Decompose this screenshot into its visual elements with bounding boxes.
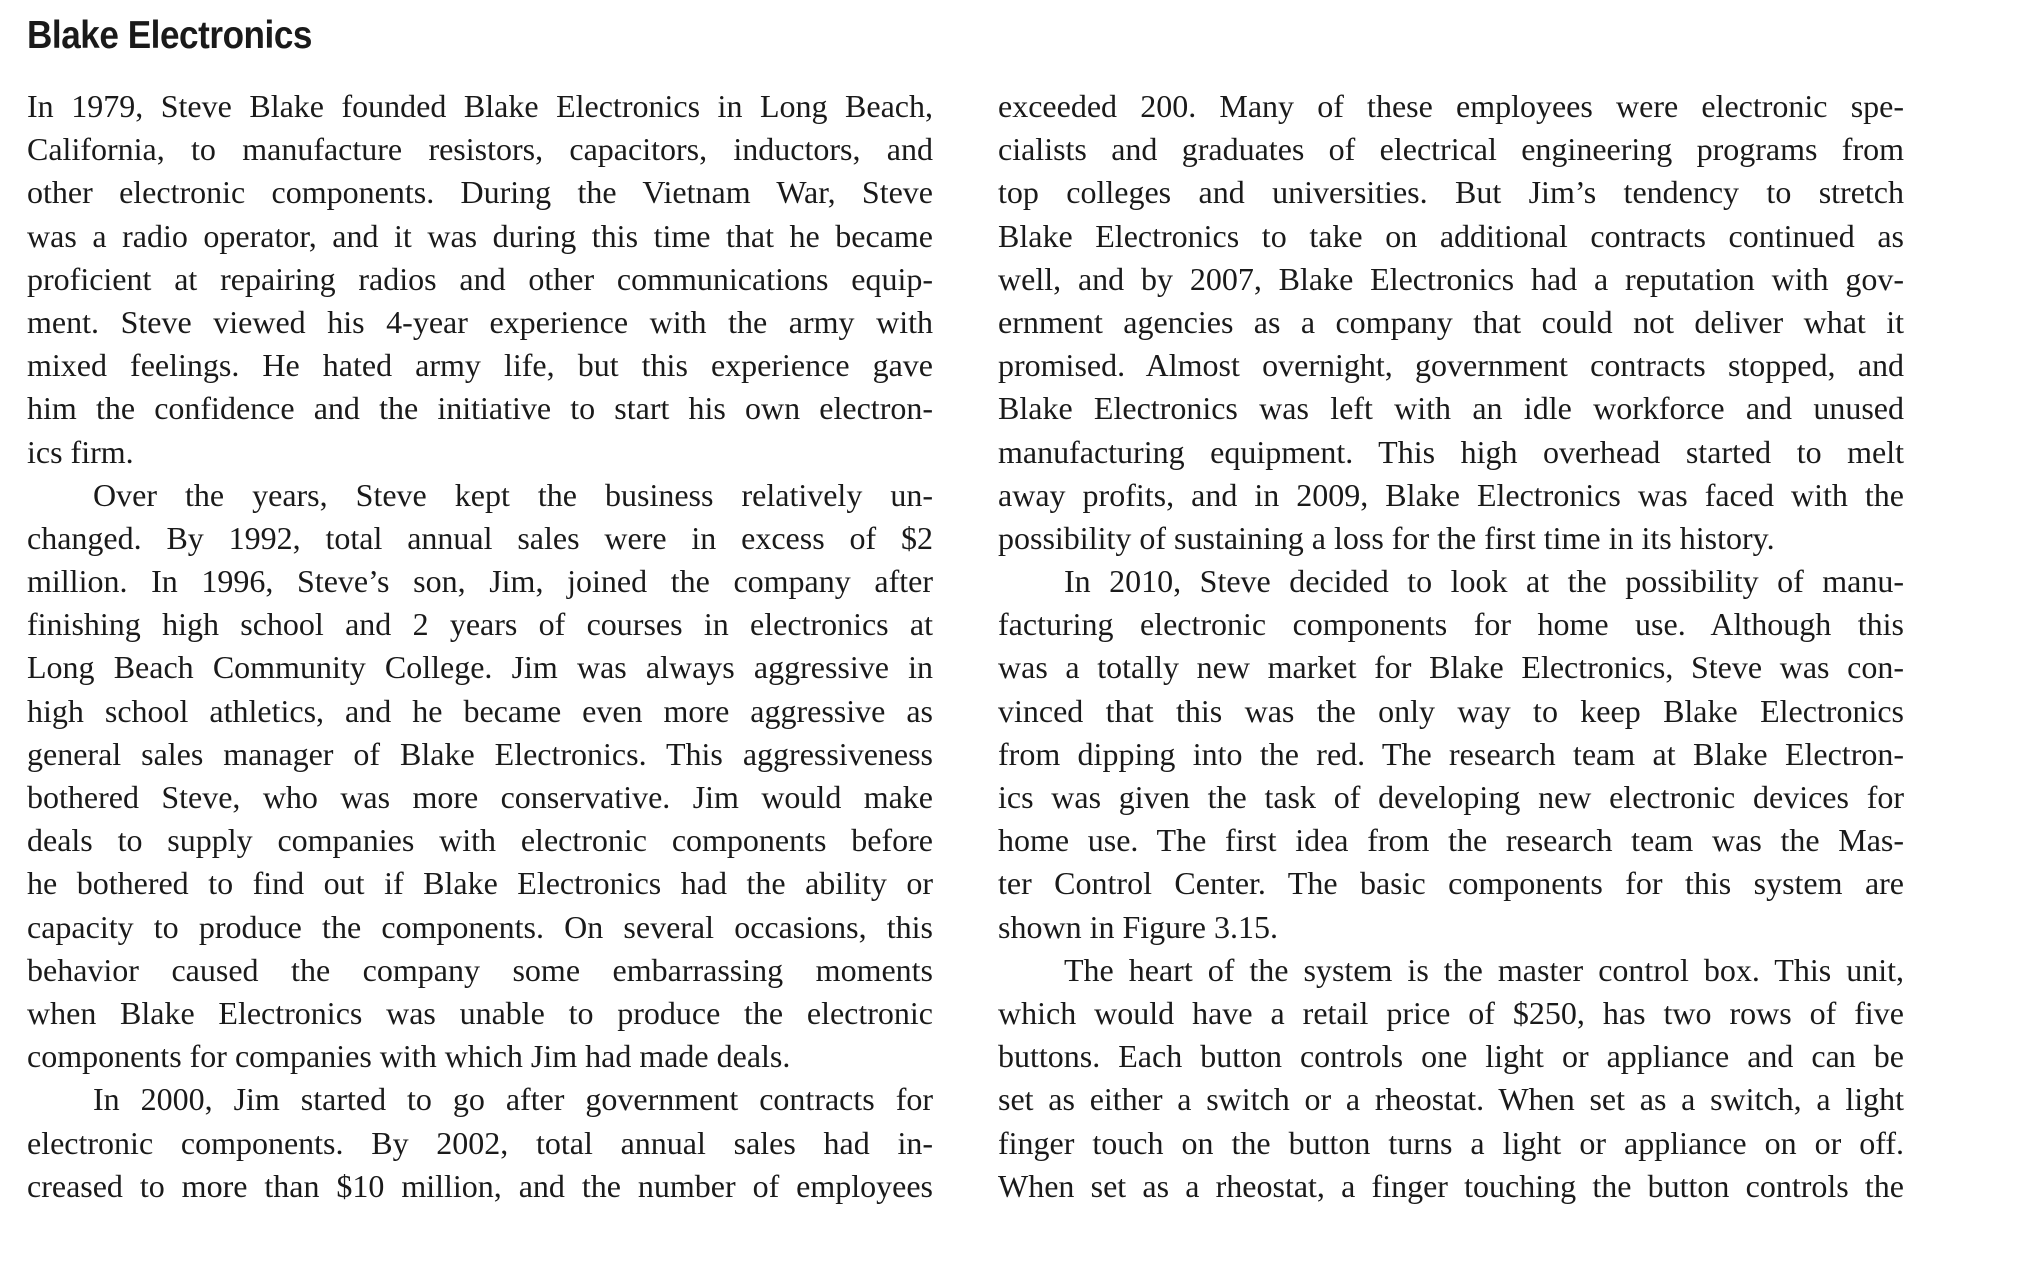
text-line: other electronic components. During the Vietnam War, Steve (27, 174, 933, 211)
text-line: vinced that this was the only way to keep Blake Electronics (998, 692, 1904, 729)
text-line: The heart of the system is the master control box. This unit, (1064, 951, 1904, 988)
text-line: him the confidence and the initiative to start his own electron- (27, 390, 933, 427)
text-line: proficient at repairing radios and other communications equip- (27, 260, 933, 297)
left-column (27, 85, 933, 1208)
text-line: possibility of sustaining a loss for the first time in its history. (998, 519, 1775, 556)
text-line: manufacturing equipment. This high overhead started to melt (998, 433, 1904, 470)
text-line: well, and by 2007, Blake Electronics had a reputation with gov- (998, 260, 1904, 297)
text-line: home use. The first idea from the research team was the Mas- (998, 822, 1904, 859)
text-line: was a totally new market for Blake Electronics, Steve was con- (998, 649, 1904, 686)
text-line: Long Beach Community College. Jim was always aggressive in (27, 649, 933, 686)
text-line: changed. By 1992, total annual sales were in excess of $2 (27, 519, 933, 556)
text-line: ics firm. (27, 433, 134, 470)
text-line: finger touch on the button turns a light or appliance on or off. (998, 1124, 1904, 1161)
case-title: Blake Electronics (27, 14, 313, 57)
text-line: top colleges and universities. But Jim’s tendency to stretch (998, 174, 1904, 211)
text-line: When set as a rheostat, a finger touching the button controls the (998, 1167, 1904, 1204)
text-line: mixed feelings. He hated army life, but this experience gave (27, 347, 933, 384)
text-line: ment. Steve viewed his 4-year experience with the army with (27, 303, 933, 340)
text-line: from dipping into the red. The research team at Blake Electron- (998, 735, 1904, 772)
text-line: capacity to produce the components. On several occasions, this (27, 908, 933, 945)
text-line: general sales manager of Blake Electronics. This aggressiveness (27, 735, 933, 772)
text-line: cialists and graduates of electrical engineering programs from (998, 131, 1904, 168)
text-line: set as either a switch or a rheostat. When set as a switch, a light (998, 1081, 1904, 1118)
text-line: In 1979, Steve Blake founded Blake Electronics in Long Beach, (27, 88, 933, 124)
text-line: high school athletics, and he became even more aggressive as (27, 692, 933, 729)
text-line: Over the years, Steve kept the business relatively un- (93, 476, 933, 513)
text-line: finishing high school and 2 years of courses in electronics at (27, 606, 933, 643)
text-line: In 2010, Steve decided to look at the possibility of manu- (1064, 563, 1904, 600)
text-line: ics was given the task of developing new electronic devices for (998, 779, 1904, 815)
text-line: California, to manufacture resistors, capacitors, inductors, and (27, 131, 933, 168)
text-line: promised. Almost overnight, government contracts stopped, and (998, 347, 1904, 384)
text-line: deals to supply companies with electronic components before (27, 822, 933, 859)
text-line: bothered Steve, who was more conservative. Jim would make (27, 779, 933, 815)
text-line: million. In 1996, Steve’s son, Jim, joined the company after (27, 563, 933, 600)
text-line: when Blake Electronics was unable to produce the electronic (27, 994, 933, 1031)
text-line: he bothered to find out if Blake Electronics had the ability or (27, 865, 933, 902)
text-line: electronic components. By 2002, total annual sales had in- (27, 1124, 933, 1161)
text-line: In 2000, Jim started to go after government contracts for (93, 1081, 933, 1118)
text-line: Blake Electronics to take on additional contracts continued as (998, 217, 1904, 254)
text-line: behavior caused the company some embarrassing moments (27, 951, 933, 988)
text-line: was a radio operator, and it was during this time that he became (27, 217, 933, 254)
text-line: creased to more than $10 million, and the number of employees (27, 1167, 933, 1204)
text-line: shown in Figure 3.15. (998, 908, 1278, 945)
text-line: facturing electronic components for home use. Although this (998, 606, 1904, 643)
text-line: ter Control Center. The basic components for this system are (998, 865, 1904, 902)
text-line: buttons. Each button controls one light or appliance and can be (998, 1038, 1904, 1075)
text-line: Blake Electronics was left with an idle workforce and unused (998, 390, 1904, 427)
text-line: away profits, and in 2009, Blake Electronics was faced with the (998, 476, 1904, 513)
text-line: exceeded 200. Many of these employees were electronic spe- (998, 88, 1904, 124)
text-line: components for companies with which Jim had made deals. (27, 1038, 791, 1075)
text-line: which would have a retail price of $250, has two rows of five (998, 994, 1904, 1031)
right-column (998, 85, 1904, 1208)
text-line: ernment agencies as a company that could not deliver what it (998, 303, 1904, 340)
